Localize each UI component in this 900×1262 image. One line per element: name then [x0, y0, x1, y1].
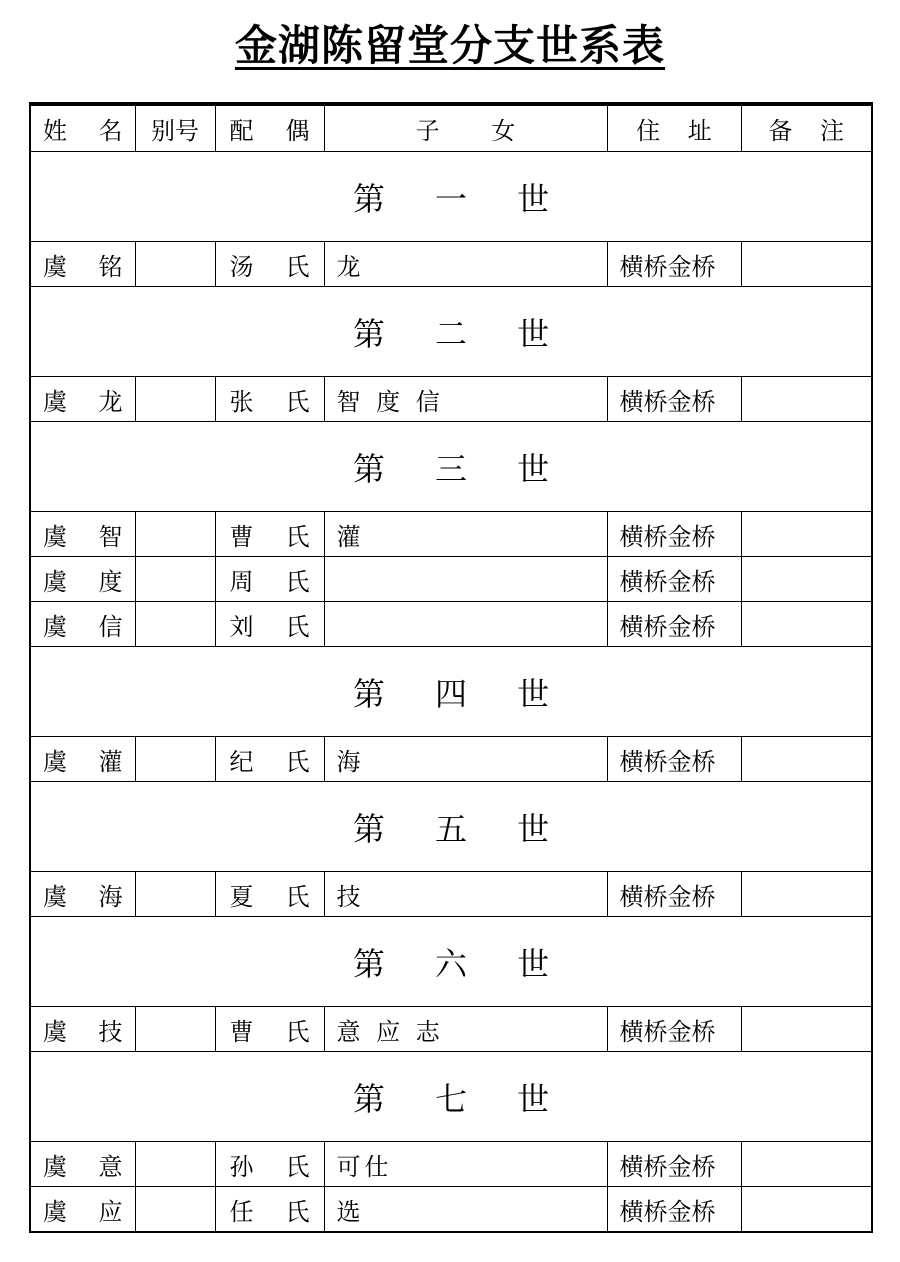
generation-label: 第 六 世 — [30, 917, 872, 1007]
lineage-table — [29, 102, 873, 1233]
table-row — [30, 602, 872, 647]
member-name-cell — [30, 872, 135, 917]
member-children — [324, 557, 607, 602]
spouse-surname: 夏 — [229, 882, 254, 911]
spouse-surname: 任 — [229, 1197, 254, 1226]
member-surname: 虞 — [43, 747, 67, 776]
member-surname: 虞 — [43, 567, 67, 596]
member-surname: 虞 — [43, 522, 67, 551]
page-title-text: 金湖陈留堂分支世系表 — [234, 21, 665, 70]
table-row — [30, 1142, 872, 1187]
member-name-cell — [30, 242, 135, 287]
member-given-name: 信 — [98, 612, 123, 641]
spouse-suffix: 氏 — [285, 522, 310, 551]
member-children: 智 度 信 — [324, 377, 607, 422]
spouse-suffix: 氏 — [285, 747, 310, 776]
generation-label: 第 七 世 — [30, 1052, 872, 1142]
generation-header-row — [30, 782, 872, 872]
member-children: 海 — [324, 737, 607, 782]
member-notes — [741, 557, 872, 602]
member-address: 横桥金桥 — [607, 377, 741, 422]
member-address: 横桥金桥 — [607, 557, 741, 602]
member-children: 可仕 — [324, 1142, 607, 1187]
member-surname: 虞 — [43, 1152, 67, 1181]
generation-label: 第 二 世 — [30, 287, 872, 377]
member-alias — [135, 242, 215, 287]
member-given-name: 灌 — [98, 747, 123, 776]
generation-header-row — [30, 422, 872, 512]
spouse-surname: 曹 — [229, 522, 254, 551]
member-name-cell — [30, 1187, 135, 1233]
generation-header-row — [30, 152, 872, 242]
member-surname: 虞 — [43, 612, 67, 641]
member-address: 横桥金桥 — [607, 737, 741, 782]
member-spouse-cell — [215, 1142, 324, 1187]
table-row — [30, 1007, 872, 1052]
member-notes — [741, 602, 872, 647]
member-surname: 虞 — [43, 252, 67, 281]
generation-label: 第 三 世 — [30, 422, 872, 512]
table-header-row — [30, 104, 872, 152]
member-address: 横桥金桥 — [607, 1187, 741, 1233]
member-children — [324, 602, 607, 647]
spouse-surname: 孙 — [229, 1152, 254, 1181]
member-spouse-cell — [215, 1187, 324, 1233]
member-notes — [741, 242, 872, 287]
member-notes — [741, 1187, 872, 1233]
member-notes — [741, 512, 872, 557]
member-surname: 虞 — [43, 1017, 67, 1046]
member-notes — [741, 1142, 872, 1187]
generation-label: 第 五 世 — [30, 782, 872, 872]
member-alias — [135, 1142, 215, 1187]
member-alias — [135, 737, 215, 782]
spouse-surname: 曹 — [229, 1017, 254, 1046]
spouse-suffix: 氏 — [285, 612, 310, 641]
spouse-surname: 刘 — [229, 612, 254, 641]
header-name-char-2: 名 — [98, 117, 123, 145]
spouse-suffix: 氏 — [285, 1017, 310, 1046]
member-children: 选 — [324, 1187, 607, 1233]
generation-header-row — [30, 1052, 872, 1142]
member-spouse-cell — [215, 512, 324, 557]
page-title — [0, 16, 900, 76]
member-notes — [741, 1007, 872, 1052]
member-given-name: 龙 — [98, 387, 123, 416]
header-spouse-char-1: 配 — [229, 117, 254, 145]
generation-header-row — [30, 287, 872, 377]
member-children: 灌 — [324, 512, 607, 557]
member-spouse-cell — [215, 737, 324, 782]
member-spouse-cell — [215, 1007, 324, 1052]
spouse-suffix: 氏 — [285, 1152, 310, 1181]
header-name-char-1: 姓 — [43, 117, 67, 145]
member-address: 横桥金桥 — [607, 602, 741, 647]
spouse-suffix: 氏 — [285, 252, 310, 281]
member-given-name: 技 — [98, 1017, 123, 1046]
table-row — [30, 557, 872, 602]
spouse-surname: 汤 — [229, 252, 254, 281]
table-row — [30, 242, 872, 287]
member-alias — [135, 512, 215, 557]
member-name-cell — [30, 602, 135, 647]
header-spouse — [215, 104, 324, 152]
header-address: 住 址 — [607, 104, 741, 152]
member-alias — [135, 557, 215, 602]
member-surname: 虞 — [43, 1197, 67, 1226]
member-alias — [135, 872, 215, 917]
header-notes: 备 注 — [741, 104, 872, 152]
member-alias — [135, 1007, 215, 1052]
lineage-table-body — [30, 104, 872, 1232]
member-given-name: 智 — [98, 522, 123, 551]
member-name-cell — [30, 737, 135, 782]
header-children: 子 女 — [324, 104, 607, 152]
member-given-name: 意 — [98, 1152, 123, 1181]
generation-header-row — [30, 917, 872, 1007]
member-spouse-cell — [215, 377, 324, 422]
table-row — [30, 512, 872, 557]
member-address: 横桥金桥 — [607, 1142, 741, 1187]
table-row — [30, 1187, 872, 1233]
spouse-suffix: 氏 — [285, 387, 310, 416]
generation-header-row — [30, 647, 872, 737]
header-alias: 别号 — [135, 104, 215, 152]
member-address: 横桥金桥 — [607, 242, 741, 287]
member-children: 龙 — [324, 242, 607, 287]
member-alias — [135, 602, 215, 647]
member-notes — [741, 377, 872, 422]
member-alias — [135, 377, 215, 422]
spouse-suffix: 氏 — [285, 882, 310, 911]
spouse-surname: 纪 — [229, 747, 254, 776]
table-row — [30, 737, 872, 782]
member-spouse-cell — [215, 242, 324, 287]
member-notes — [741, 872, 872, 917]
member-name-cell — [30, 1142, 135, 1187]
member-given-name: 铭 — [98, 252, 123, 281]
member-name-cell — [30, 377, 135, 422]
member-given-name: 应 — [98, 1197, 123, 1226]
member-name-cell — [30, 512, 135, 557]
spouse-suffix: 氏 — [285, 567, 310, 596]
spouse-surname: 张 — [229, 387, 254, 416]
generation-label: 第 一 世 — [30, 152, 872, 242]
member-alias — [135, 1187, 215, 1233]
spouse-surname: 周 — [229, 567, 254, 596]
member-spouse-cell — [215, 602, 324, 647]
header-name — [30, 104, 135, 152]
member-name-cell — [30, 1007, 135, 1052]
member-name-cell — [30, 557, 135, 602]
header-spouse-char-2: 偶 — [285, 117, 310, 145]
member-spouse-cell — [215, 557, 324, 602]
member-address: 横桥金桥 — [607, 512, 741, 557]
member-spouse-cell — [215, 872, 324, 917]
table-row — [30, 872, 872, 917]
generation-label: 第 四 世 — [30, 647, 872, 737]
member-surname: 虞 — [43, 387, 67, 416]
member-surname: 虞 — [43, 882, 67, 911]
spouse-suffix: 氏 — [285, 1197, 310, 1226]
table-row — [30, 377, 872, 422]
member-notes — [741, 737, 872, 782]
member-address: 横桥金桥 — [607, 872, 741, 917]
member-given-name: 海 — [98, 882, 123, 911]
member-children: 意 应 志 — [324, 1007, 607, 1052]
member-address: 横桥金桥 — [607, 1007, 741, 1052]
member-given-name: 度 — [98, 567, 123, 596]
member-children: 技 — [324, 872, 607, 917]
